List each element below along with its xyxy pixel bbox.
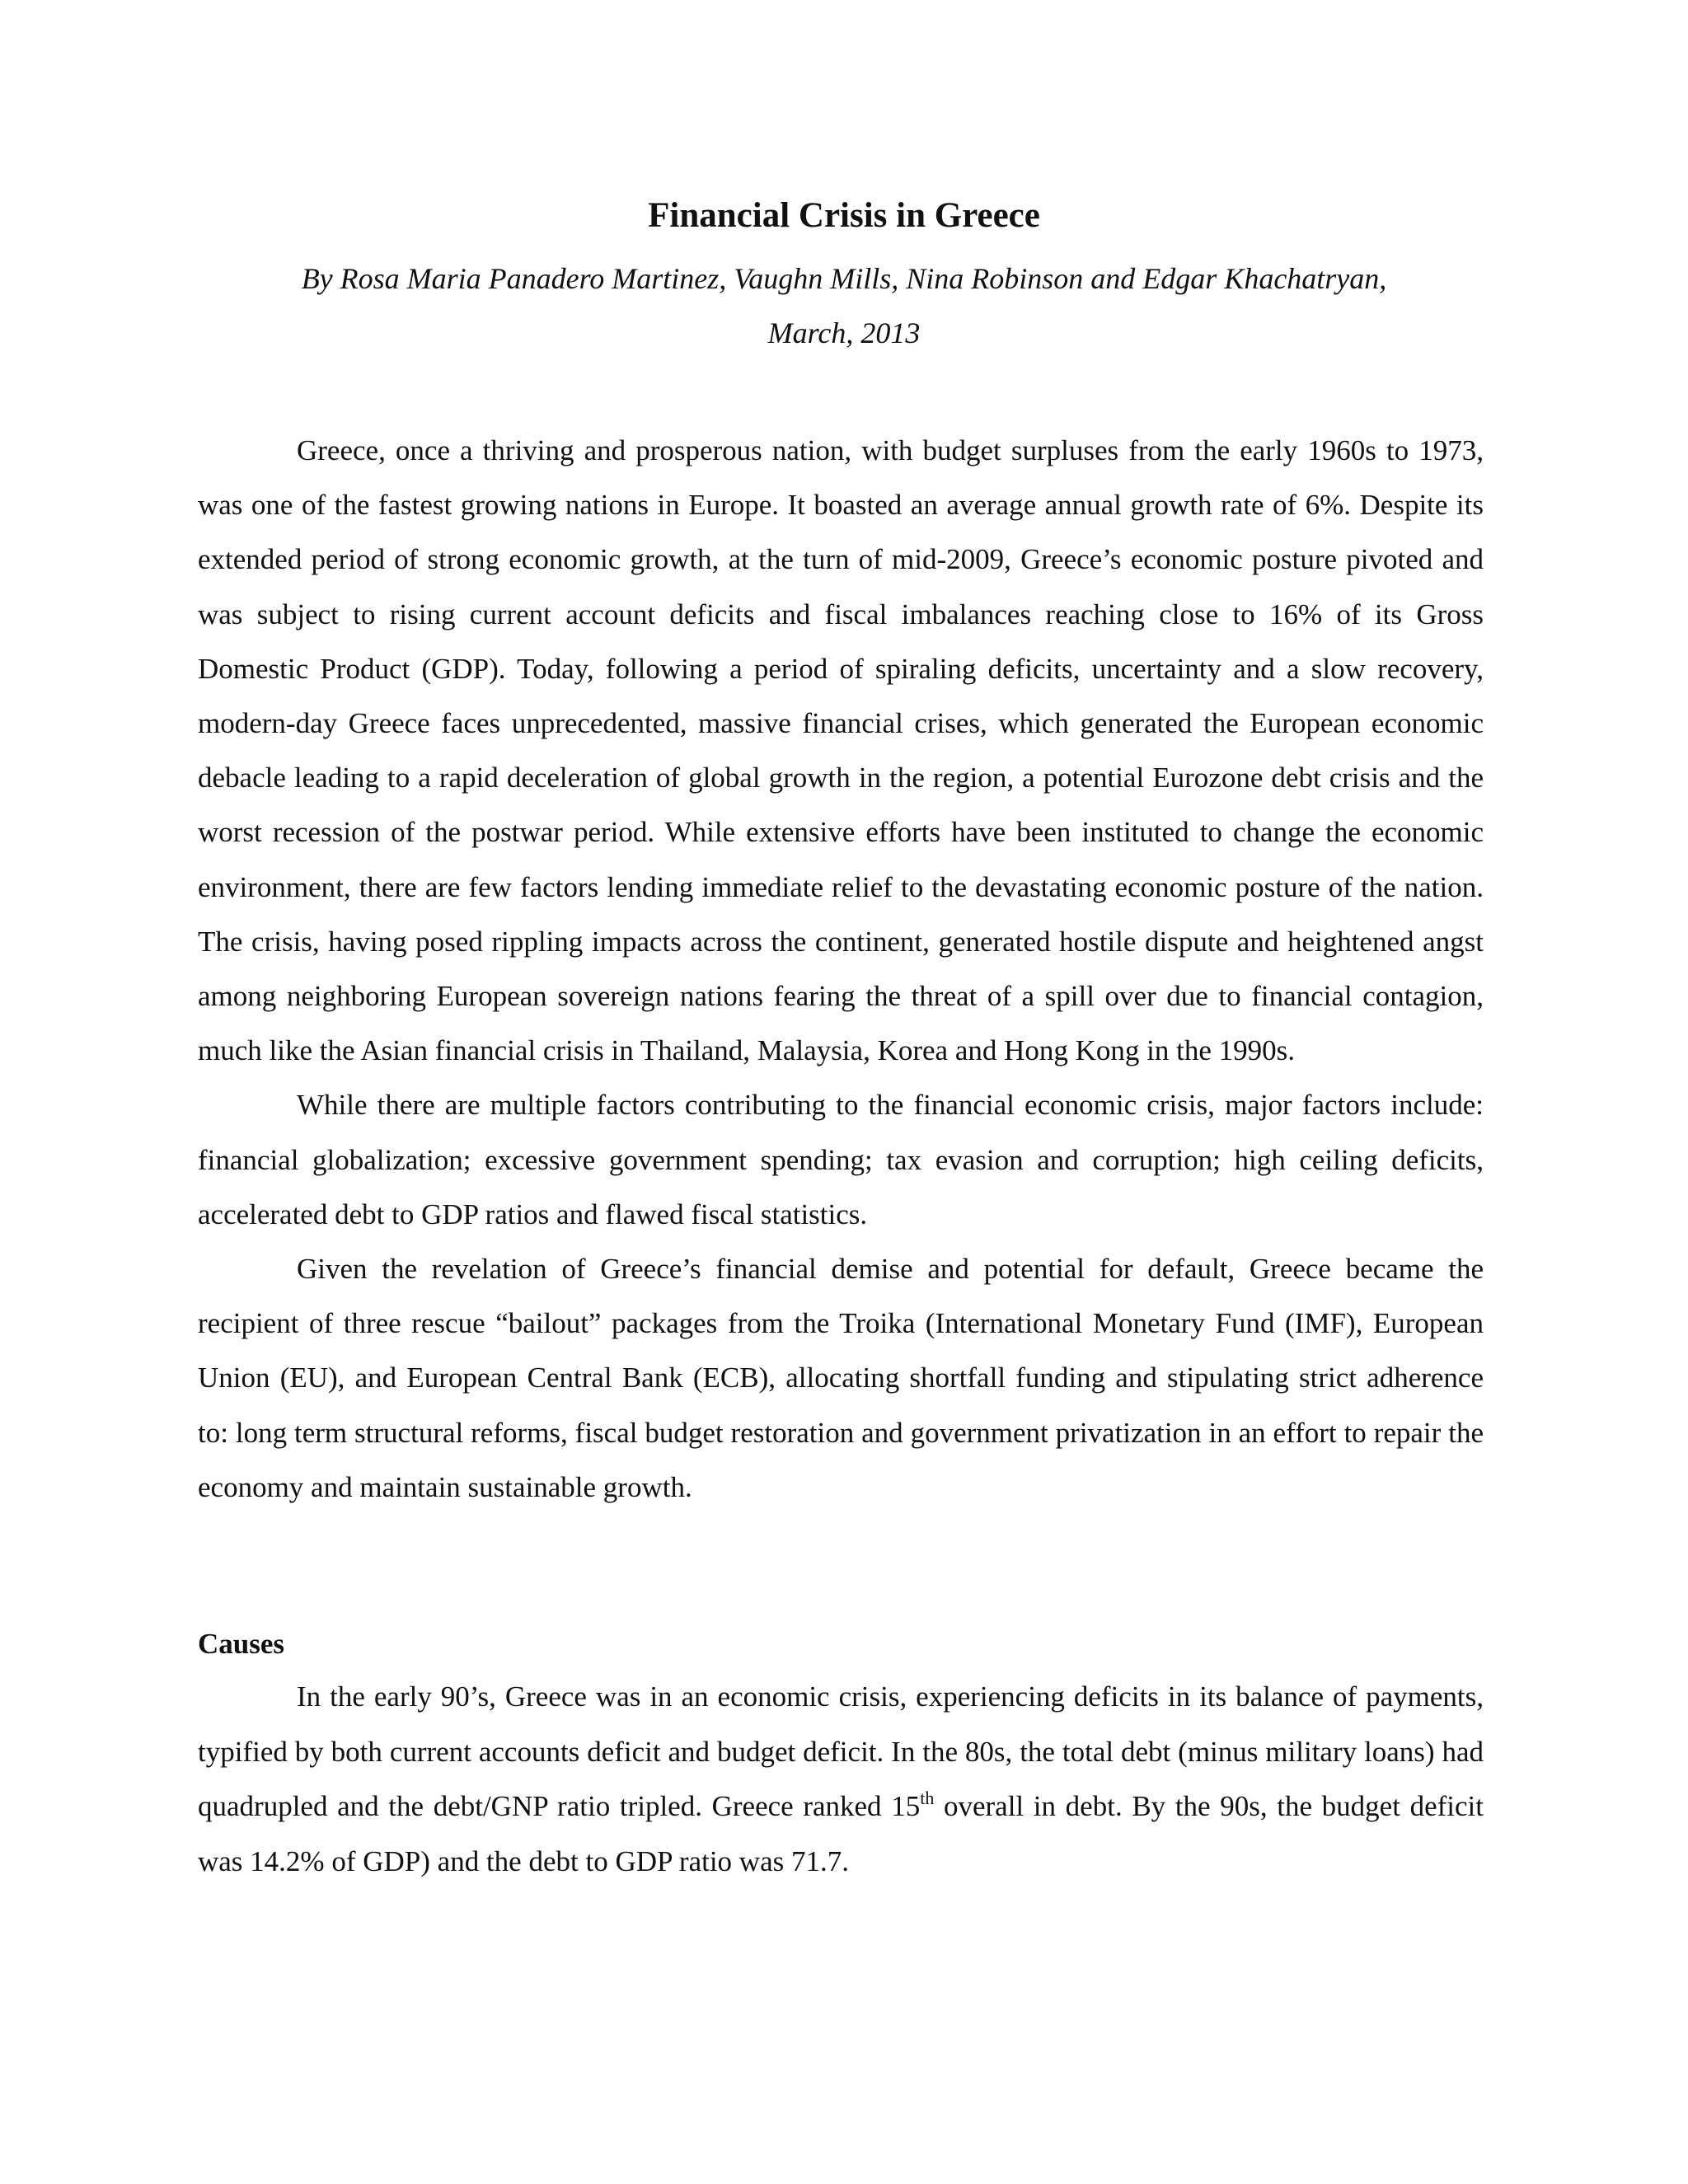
document-title: Financial Crisis in Greece bbox=[648, 196, 1040, 235]
section-heading-causes: Causes bbox=[198, 1628, 285, 1660]
paragraph-intro: Greece, once a thriving and prosperous nation, with budget surpluses from the early 1960s to 1973, was one of the fastest growing nations in Europe. It boasted an average annual growth rate of 6%. Despite its extended period of strong economic growth, at the turn of mid-2009, Greece’s economic posture pivoted and was subject to rising current account deficits and fiscal imbalances reaching close to 16% of its Gross Domestic Product (GDP). Today, following a period of spiraling deficits, uncertainty and a slow recovery, modern-day Greece faces unprecedented, massive financial crises, which generated the European economic debacle leading to a rapid deceleration of global growth in the region, a potential Eurozone debt crisis and the worst recession of the postwar period. While extensive efforts have been instituted to change the economic environment, there are few factors lending immediate relief to the devastating economic posture of the nation. The crisis, having posed rippling impacts across the continent, generated hostile dispute and heightened angst among neighboring European sovereign nations fearing the threat of a spill over due to financial contagion, much like the Asian financial crisis in Thailand, Malaysia, Korea and Hong Kong in the 1990s. bbox=[198, 434, 1484, 1067]
byline-date: March, 2013 bbox=[767, 316, 921, 349]
causes-text-part2: overall in debt. By the 90s, the budget deficit was 14.2% of GDP) and the debt to GDP ratio was 71.7. bbox=[198, 1790, 1484, 1877]
paragraph-factors: While there are multiple factors contributing to the financial economic crisis, major factors include: financial globalization; excessive government spending; tax evasion and corruption; high ceiling deficits, accelerated debt to GDP ratios and flawed fiscal statistics. bbox=[198, 1089, 1484, 1230]
causes-section bbox=[198, 1670, 1484, 1889]
intro-section bbox=[198, 424, 1484, 1515]
paragraph-bailout: Given the revelation of Greece’s financial demise and potential for default, Greece became the recipient of three rescue “bailout” packages from the Troika (International Monetary Fund (IMF), European Union (EU), and European Central Bank (ECB), allocating shortfall funding and stipulating strict adherence to: long term structural reforms, fiscal budget restoration and government privatization in an effort to repair the economy and maintain sustainable growth. bbox=[198, 1253, 1484, 1503]
causes-text-part1: In the early 90’s, Greece was in an economic crisis, experiencing deficits in its balance of payments, typified by both current accounts deficit and budget deficit. In the 80s, the total debt (minus military loans) had quadrupled and the debt/GNP ratio tripled. Greece ranked 15 bbox=[198, 1680, 1484, 1822]
paragraph-causes bbox=[198, 1670, 1484, 1889]
ordinal-superscript: th bbox=[920, 1788, 935, 1808]
byline-authors: By Rosa Maria Panadero Martinez, Vaughn Mills, Nina Robinson and Edgar Khachatryan, bbox=[301, 262, 1387, 295]
